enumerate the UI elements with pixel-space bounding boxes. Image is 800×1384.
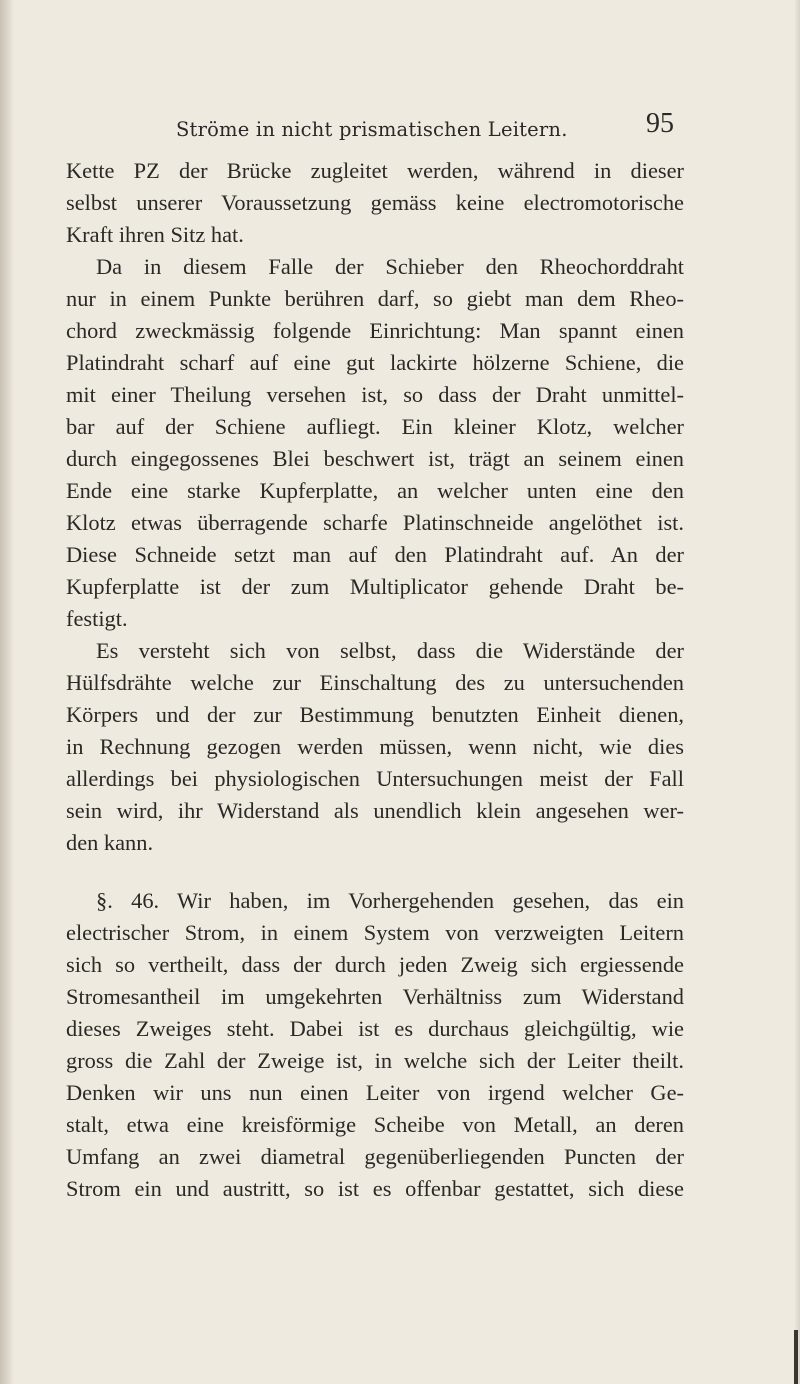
paragraph-2 xyxy=(66,251,684,635)
paragraph-4 xyxy=(66,885,684,1205)
text-line: mit einer Theilung versehen ist, so dass der Draht unmittel- xyxy=(66,382,684,407)
text-line: Umfang an zwei diametral gegenüberliegenden Puncten der xyxy=(66,1144,684,1169)
text-line: Da in diesem Falle der Schieber den Rheochorddraht xyxy=(96,254,684,279)
text-line: dieses Zweiges steht. Dabei ist es durchaus gleichgültig, wie xyxy=(66,1016,684,1041)
text-line: Kupferplatte ist der zum Multiplicator gehende Draht be- xyxy=(66,574,684,599)
text-line: Denken wir uns nun einen Leiter von irgend welcher Ge- xyxy=(66,1080,684,1105)
text-line: stalt, etwa eine kreisförmige Scheibe von Metall, an deren xyxy=(66,1112,684,1137)
text-line: Platindraht scharf auf eine gut lackirte hölzerne Schiene, die xyxy=(66,350,684,375)
text-line: nur in einem Punkte berühren darf, so giebt man dem Rheo- xyxy=(66,286,684,311)
running-title: Ströme in nicht prismatischen Leitern. xyxy=(176,118,568,141)
text-line: gross die Zahl der Zweige ist, in welche sich der Leiter theilt. xyxy=(66,1048,684,1073)
text-line: sich so vertheilt, dass der durch jeden Zweig sich ergiessende xyxy=(66,952,684,977)
text-line: Kraft ihren Sitz hat. xyxy=(66,222,244,247)
text-line: Klotz etwas überragende scharfe Platinschneide angelöthet ist. xyxy=(66,510,684,535)
text-line: durch eingegossenes Blei beschwert ist, trägt an seinem einen xyxy=(66,446,684,471)
body-text xyxy=(66,155,684,1205)
text-line: §. 46. Wir haben, im Vorhergehenden gesehen, das ein xyxy=(96,888,684,913)
text-line: Stromesantheil im umgekehrten Verhältniss zum Widerstand xyxy=(66,984,684,1009)
page-header xyxy=(0,106,800,146)
text-line: den kann. xyxy=(66,830,154,855)
text-line: Ende eine starke Kupferplatte, an welcher unten eine den xyxy=(66,478,684,503)
text-line: chord zweckmässig folgende Einrichtung: Man spannt einen xyxy=(66,318,684,343)
text-line: festigt. xyxy=(66,606,128,631)
text-line: electrischer Strom, in einem System von verzweigten Leitern xyxy=(66,920,684,945)
text-line: Körpers und der zur Bestimmung benutzten Einheit dienen, xyxy=(66,702,684,727)
text-line: Es versteht sich von selbst, dass die Widerstände der xyxy=(96,638,684,663)
text-line: Strom ein und austritt, so ist es offenbar gestattet, sich diese xyxy=(66,1176,684,1201)
paragraph-1 xyxy=(66,155,684,251)
text-line: Diese Schneide setzt man auf den Platindraht auf. An der xyxy=(66,542,684,567)
text-line: selbst unserer Voraussetzung gemäss keine electromotorische xyxy=(66,190,684,215)
page-number: 95 xyxy=(646,108,674,139)
text-line: Hülfsdrähte welche zur Einschaltung des zu untersuchenden xyxy=(66,670,684,695)
text-line: in Rechnung gezogen werden müssen, wenn nicht, wie dies xyxy=(66,734,684,759)
text-line: sein wird, ihr Widerstand als unendlich klein angesehen wer- xyxy=(66,798,684,823)
page-right-edge xyxy=(794,0,800,1384)
paragraph-3 xyxy=(66,635,684,859)
page-binding-edge xyxy=(0,0,14,1384)
text-line: allerdings bei physiologischen Untersuchungen meist der Fall xyxy=(66,766,684,791)
page-edge-mark xyxy=(794,1330,798,1384)
text-line: bar auf der Schiene aufliegt. Ein kleiner Klotz, welcher xyxy=(66,414,684,439)
text-line: Kette PZ der Brücke zugleitet werden, während in dieser xyxy=(66,158,684,183)
